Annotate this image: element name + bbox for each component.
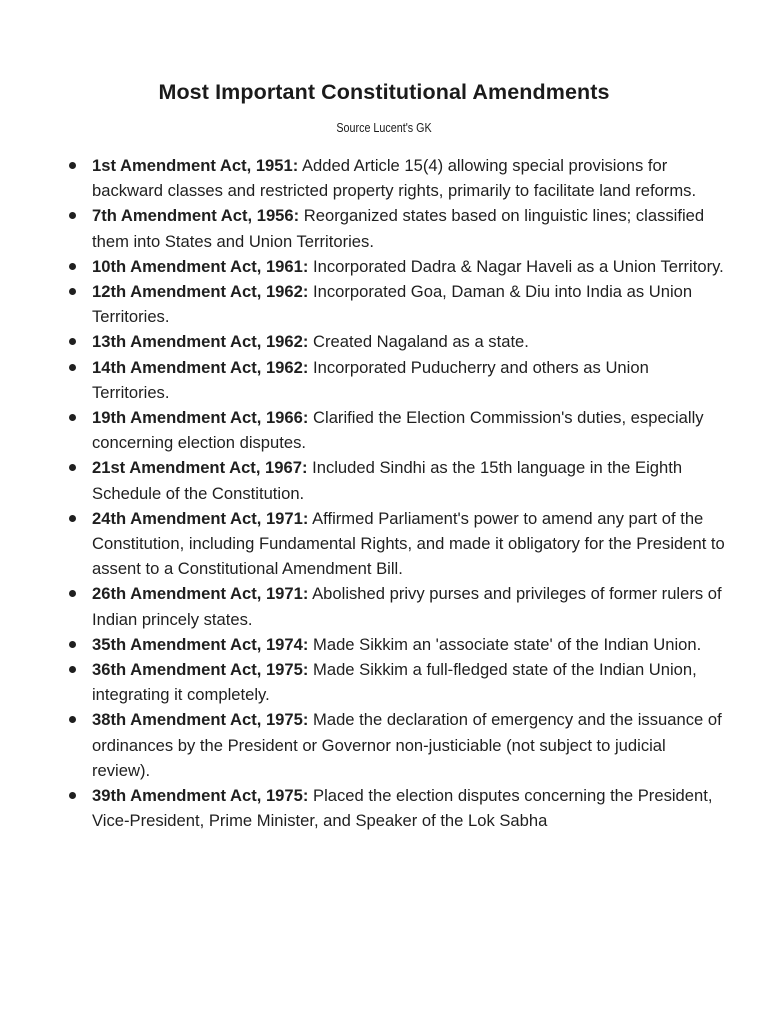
amendment-label: 14th Amendment Act, 1962:: [92, 357, 309, 377]
amendment-label: 21st Amendment Act, 1967:: [92, 458, 308, 478]
list-item: [0, 153, 768, 203]
bullet-icon: [69, 641, 76, 648]
list-item: [0, 632, 768, 657]
amendment-label: 1st Amendment Act, 1951:: [92, 156, 299, 175]
amendment-label: 19th Amendment Act, 1966:: [92, 408, 309, 428]
list-item: [0, 707, 768, 783]
amendment-description: Added Article 15(4) allowing special provisions for backward classes and restricted property rights, primarily to facilitate land reforms.: [92, 156, 697, 201]
amendment-label: 13th Amendment Act, 1962:: [92, 332, 309, 352]
bullet-icon: [69, 716, 76, 723]
amendment-description: Made Sikkim an 'associate state' of the Indian Union.: [313, 634, 702, 654]
amendment-description: Included Sindhi as the 15th language in the Eighth Schedule of the Constitution.: [92, 458, 683, 503]
amendment-description: Incorporated Dadra & Nagar Haveli as a Union Territory.: [313, 256, 724, 276]
amendment-label: 12th Amendment Act, 1962:: [92, 282, 309, 302]
bullet-icon: [69, 263, 76, 270]
amendment-description: Made Sikkim a full-fledged state of the Indian Union, integrating it completely.: [92, 660, 697, 705]
amendment-label: 35th Amendment Act, 1974:: [92, 634, 309, 654]
bullet-icon: [69, 338, 76, 345]
list-item: [0, 657, 768, 707]
list-item: [0, 329, 768, 354]
amendment-list: [0, 153, 768, 833]
list-item: [0, 455, 768, 505]
bullet-icon: [69, 288, 76, 295]
bullet-icon: [69, 364, 76, 371]
list-item: [0, 405, 768, 455]
bullet-icon: [69, 414, 76, 421]
bullet-icon: [69, 666, 76, 673]
amendment-label: 24th Amendment Act, 1971:: [92, 508, 309, 528]
list-item: [0, 783, 768, 833]
amendment-description: Affirmed Parliament's power to amend any part of the Constitution, including Fundamental Rights, and made it obligatory for the President to assent to a Constitutional Amendment Bill.: [92, 508, 725, 579]
list-item: [0, 203, 768, 253]
amendment-description: Made the declaration of emergency and the issuance of ordinances by the President or Governor non-justiciable (not subject to judicial review).: [92, 710, 722, 780]
source-subtitle: Source Lucent's GK: [336, 121, 432, 135]
amendment-description: Created Nagaland as a state.: [313, 332, 529, 352]
amendment-label: 10th Amendment Act, 1961:: [92, 256, 309, 276]
list-item: [0, 506, 768, 582]
bullet-icon: [69, 792, 76, 799]
amendment-label: 26th Amendment Act, 1971:: [92, 584, 309, 604]
amendment-label: 39th Amendment Act, 1975:: [92, 786, 309, 806]
bullet-icon: [69, 590, 76, 597]
list-item: [0, 279, 768, 329]
bullet-icon: [69, 162, 76, 169]
page-title: Most Important Constitutional Amendments: [158, 80, 610, 104]
amendment-description: Clarified the Election Commission's duties, especially concerning election disputes.: [92, 408, 704, 453]
bullet-icon: [69, 212, 76, 219]
amendment-description: Abolished privy purses and privileges of former rulers of Indian princely states.: [92, 584, 722, 629]
list-item: [0, 254, 768, 279]
amendment-description: Incorporated Goa, Daman & Diu into India as Union Territories.: [92, 282, 693, 327]
list-item: [0, 355, 768, 405]
amendment-description: Placed the election disputes concerning the President, Vice-President, Prime Minister, and Speaker of the Lok Sabha: [92, 786, 713, 831]
amendment-label: 7th Amendment Act, 1956:: [92, 206, 300, 226]
amendment-label: 36th Amendment Act, 1975:: [92, 660, 309, 680]
bullet-icon: [69, 515, 76, 522]
amendment-label: 38th Amendment Act, 1975:: [92, 710, 309, 730]
amendment-description: Incorporated Puducherry and others as Union Territories.: [92, 357, 649, 402]
list-item: [0, 581, 768, 631]
amendment-description: Reorganized states based on linguistic lines; classified them into States and Union Territories.: [92, 206, 705, 251]
bullet-icon: [69, 464, 76, 471]
